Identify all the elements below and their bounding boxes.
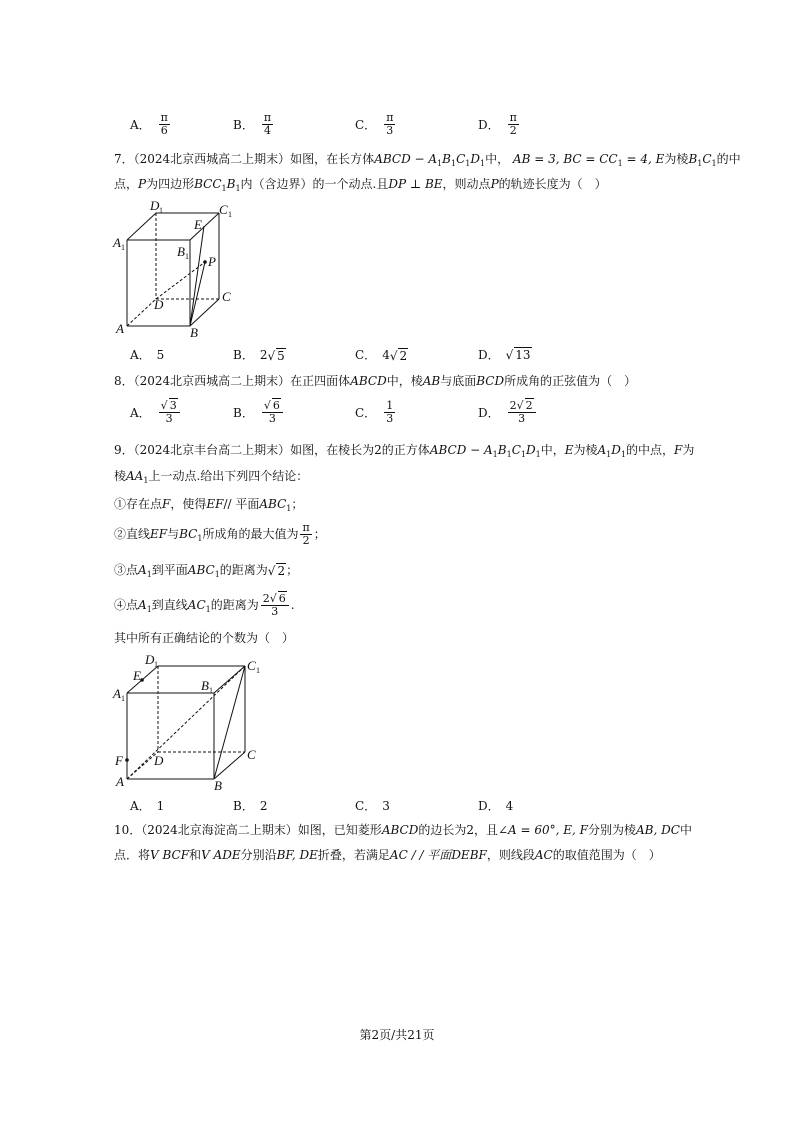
label-d: D: [154, 297, 164, 312]
fraction: $\frac{1}{3}$: [386, 399, 394, 425]
q8-option-d: D． $\frac{2√ 2}{3}$: [478, 400, 538, 425]
sqrt: √ 2: [267, 563, 286, 578]
option-label: B．: [233, 117, 254, 132]
fraction: $\frac{2√ 2}{3}$: [508, 400, 536, 425]
q9-conclusion-2: ②直线EF与$BC_1$所成角的最大值为 $\frac{\pi}{2}$ ；: [114, 521, 326, 547]
label-f: F: [115, 753, 123, 768]
page-number-footer: 第2页/共21页: [359, 1028, 435, 1042]
edge: [127, 213, 156, 240]
sqrt: √ 13: [505, 348, 531, 362]
q7-option-d: D． √ 13: [478, 348, 531, 362]
label-e: E: [133, 668, 141, 683]
label-c: C: [247, 747, 256, 762]
q10-line-2: 点．将V BCF和V ADE分别沿BF, DE折叠，若满足AC / / 平面DEBF，则线段AC的取值范围为（ ）: [114, 848, 661, 862]
q9-option-a: A． 1: [130, 799, 165, 813]
q6-option-a: [130, 112, 172, 137]
edge: [214, 752, 245, 779]
sqrt: √ 2: [389, 348, 408, 363]
fraction: $\frac{√ 3}{3}$: [159, 400, 180, 425]
label-b: B: [214, 778, 222, 792]
label-e: E: [194, 217, 202, 232]
label-a1: A: [113, 235, 121, 250]
q9-option-d: D． 4: [478, 799, 514, 813]
q9-conclusion-1: ①存在点F，使得EF// 平面$ABC_1$；: [114, 497, 304, 513]
q7-line-1: 7．（2024北京西城高二上期末）如图，在长方体ABCD − $A_1B_1C_1D_1$中， AB = 3, BC = $CC_1 = 4$, E为棱$B_1C_1$的中: [114, 152, 741, 168]
q9-conclusion-3: ③点$A_1$到平面$ABC_1$的距离为√ 2；: [114, 563, 299, 579]
label-d: D: [154, 753, 164, 768]
label-sub: 1: [209, 686, 213, 695]
label-a: A: [116, 321, 124, 336]
label-b1: B: [201, 678, 209, 693]
q7-option-a: A． 5: [130, 348, 165, 362]
q7-line-2: 点，P为四边形$BCC_1B_1$内（含边界）的一个动点.且DP ⊥ BE，则动点P的轨迹长度为（ ）: [114, 177, 607, 193]
q8-option-c: C． $\frac{1}{3}$: [355, 399, 394, 425]
label-sub: 1: [185, 252, 189, 261]
label-sub: 1: [228, 210, 232, 219]
fraction: $\frac{√ 6}{3}$: [262, 400, 283, 425]
option-label: A．: [130, 117, 151, 132]
hidden-edge: [127, 299, 156, 326]
q8-option-a: A． $\frac{√ 3}{3}$: [130, 400, 182, 425]
fraction: $\frac{\pi}{6}$: [160, 111, 168, 137]
label-c: C: [222, 289, 231, 304]
q9-cube-figure: [110, 652, 260, 792]
point-p: [203, 260, 207, 264]
label-sub: 1: [121, 243, 125, 252]
q7-option-b: B． 2√ 5: [233, 348, 285, 363]
label-b: B: [190, 325, 198, 340]
q6-option-d: [478, 112, 521, 137]
hidden-diagonal-ac1: [127, 666, 245, 779]
label-a1: A: [113, 686, 121, 701]
label-c1: C: [219, 202, 228, 217]
fraction: $\frac{\pi}{3}$: [386, 111, 394, 137]
segment-bc1: [214, 666, 245, 779]
q8-option-b: B． $\frac{√ 6}{3}$: [233, 400, 285, 425]
q7-cuboid-figure: [110, 196, 245, 341]
label-d1: D: [150, 198, 160, 213]
q9-line-1: 9．（2024北京丰台高二上期末）如图，在棱长为2的正方体ABCD − $A_1B_1C_1D_1$中，E为棱$A_1D_1$的中点，F为: [114, 443, 695, 459]
label-sub: 1: [159, 206, 163, 215]
label-a: A: [116, 774, 124, 789]
q9-line-2: 棱$AA_1$上一动点.给出下列四个结论：: [114, 469, 309, 485]
label-p: P: [208, 254, 216, 269]
edge: [190, 299, 219, 326]
fraction: $\frac{\pi}{4}$: [263, 111, 272, 137]
point-f: [125, 758, 129, 762]
label-c1: C: [247, 658, 256, 673]
q8-text: 8．（2024北京西城高二上期末）在正四面体ABCD中，棱AB与底面BCD所成角的正弦值为（ ）: [114, 374, 637, 388]
q9-option-b: B． 2: [233, 799, 268, 813]
q6-option-c: [355, 112, 397, 137]
sqrt: √ 5: [267, 348, 285, 363]
q7-option-c: C． 4√ 2: [355, 348, 408, 363]
fraction: $\frac{2√ 6}{3}$: [261, 593, 289, 618]
option-label: D．: [478, 117, 500, 132]
q9-option-c: C． 3: [355, 799, 390, 813]
label-sub: 1: [154, 660, 158, 669]
label-b1: B: [177, 244, 185, 259]
q9-conclusion-4: ④点$A_1$到直线$AC_1$的距离为 $\frac{2√ 6}{3}$ .: [114, 592, 295, 618]
fraction: $\frac{\pi}{2}$: [509, 111, 517, 137]
q10-line-1: 10．（2024北京海淀高二上期末）如图，已知菱形ABCD的边长为2，且∠A = 60°, E, F分别为棱AB, DC中: [114, 823, 692, 837]
q6-option-b: [233, 112, 275, 137]
label-sub: 1: [256, 666, 260, 675]
q9-question: 其中所有正确结论的个数为（ ）: [114, 631, 295, 645]
option-label: C．: [355, 117, 377, 132]
fraction: $\frac{\pi}{2}$: [302, 521, 310, 547]
label-sub: 1: [121, 694, 125, 703]
label-d1: D: [145, 652, 155, 667]
